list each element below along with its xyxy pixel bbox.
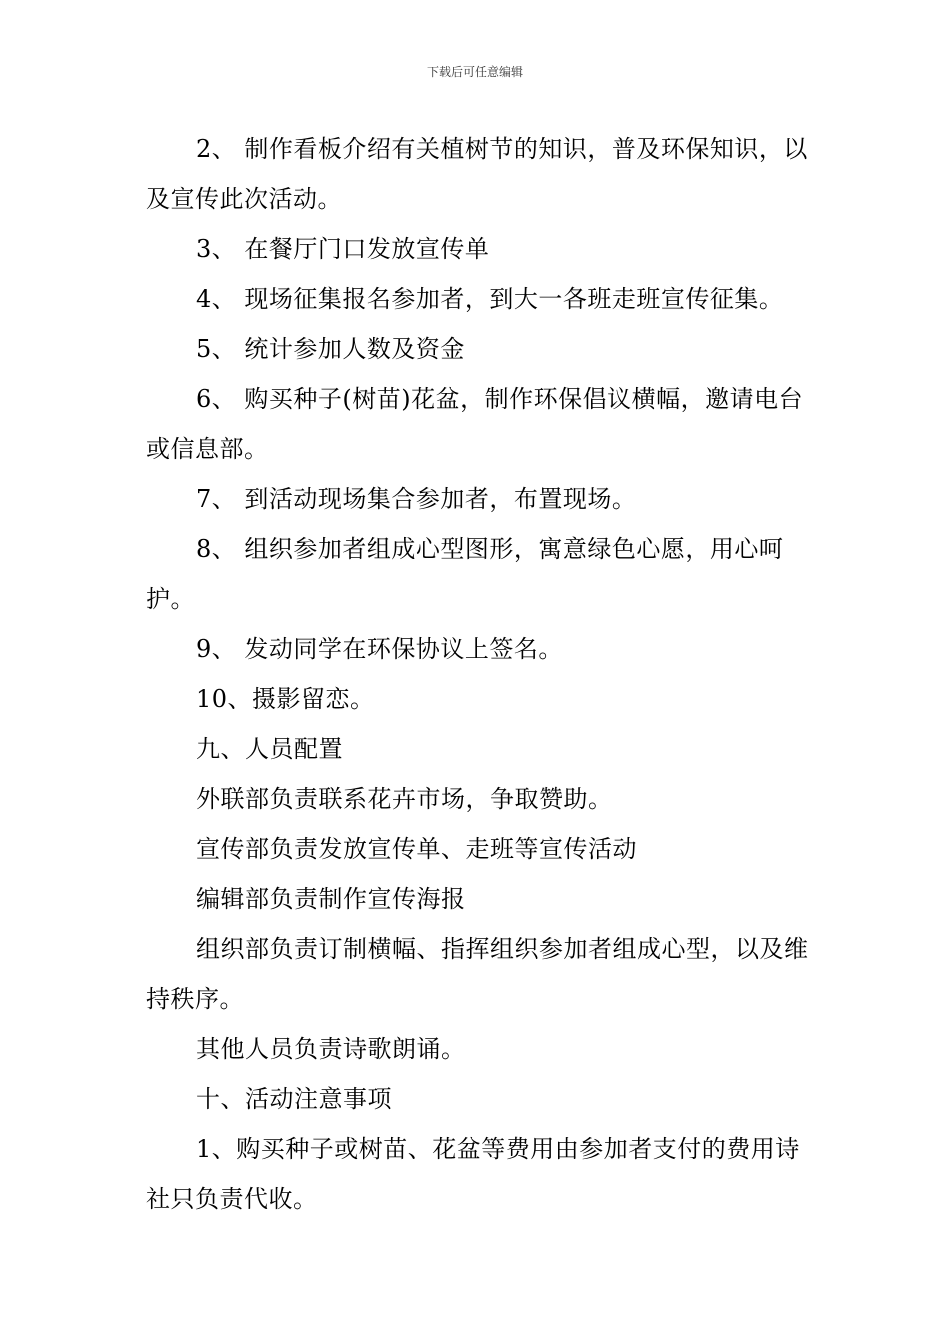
- step-10-paragraph: 10、摄影留恋。: [196, 685, 375, 713]
- note-1-paragraph: 1、购买种子或树苗、花盆等费用由参加者支付的费用诗社只负责代收。: [146, 1135, 800, 1213]
- step-9-paragraph: 9、 发动同学在环保协议上签名。: [196, 635, 563, 663]
- staff-publicity: 宣传部负责发放宣传单、走班等宣传活动: [196, 835, 637, 863]
- step-2-paragraph: 2、 制作看板介绍有关植树节的知识，普及环保知识，以及宣传此次活动。: [146, 135, 808, 213]
- section-heading-staffing: 九、人员配置: [196, 735, 343, 763]
- document-body: [146, 124, 814, 1224]
- staff-editorial: 编辑部负责制作宣传海报: [196, 885, 466, 913]
- step-6-paragraph: 6、 购买种子(树苗)花盆，制作环保倡议横幅，邀请电台或信息部。: [146, 385, 804, 463]
- page-header: 下载后可任意编辑: [426, 65, 523, 79]
- step-7-paragraph: 7、 到活动现场集合参加者，布置现场。: [196, 485, 637, 513]
- staff-external-relations: 外联部负责联系花卉市场，争取赞助。: [196, 785, 613, 813]
- step-4-paragraph: 4、 现场征集报名参加者，到大一各班走班宣传征集。: [196, 285, 784, 313]
- staff-others: 其他人员负责诗歌朗诵。: [196, 1035, 466, 1063]
- section-heading-notes: 十、活动注意事项: [196, 1085, 392, 1113]
- step-8-paragraph: 8、 组织参加者组成心型图形，寓意绿色心愿，用心呵护。: [146, 535, 784, 613]
- step-5-paragraph: 5、 统计参加人数及资金: [196, 335, 465, 363]
- step-3-paragraph: 3、 在餐厅门口发放宣传单: [196, 235, 490, 263]
- staff-organization: 组织部负责订制横幅、指挥组织参加者组成心型，以及维持秩序。: [146, 935, 809, 1013]
